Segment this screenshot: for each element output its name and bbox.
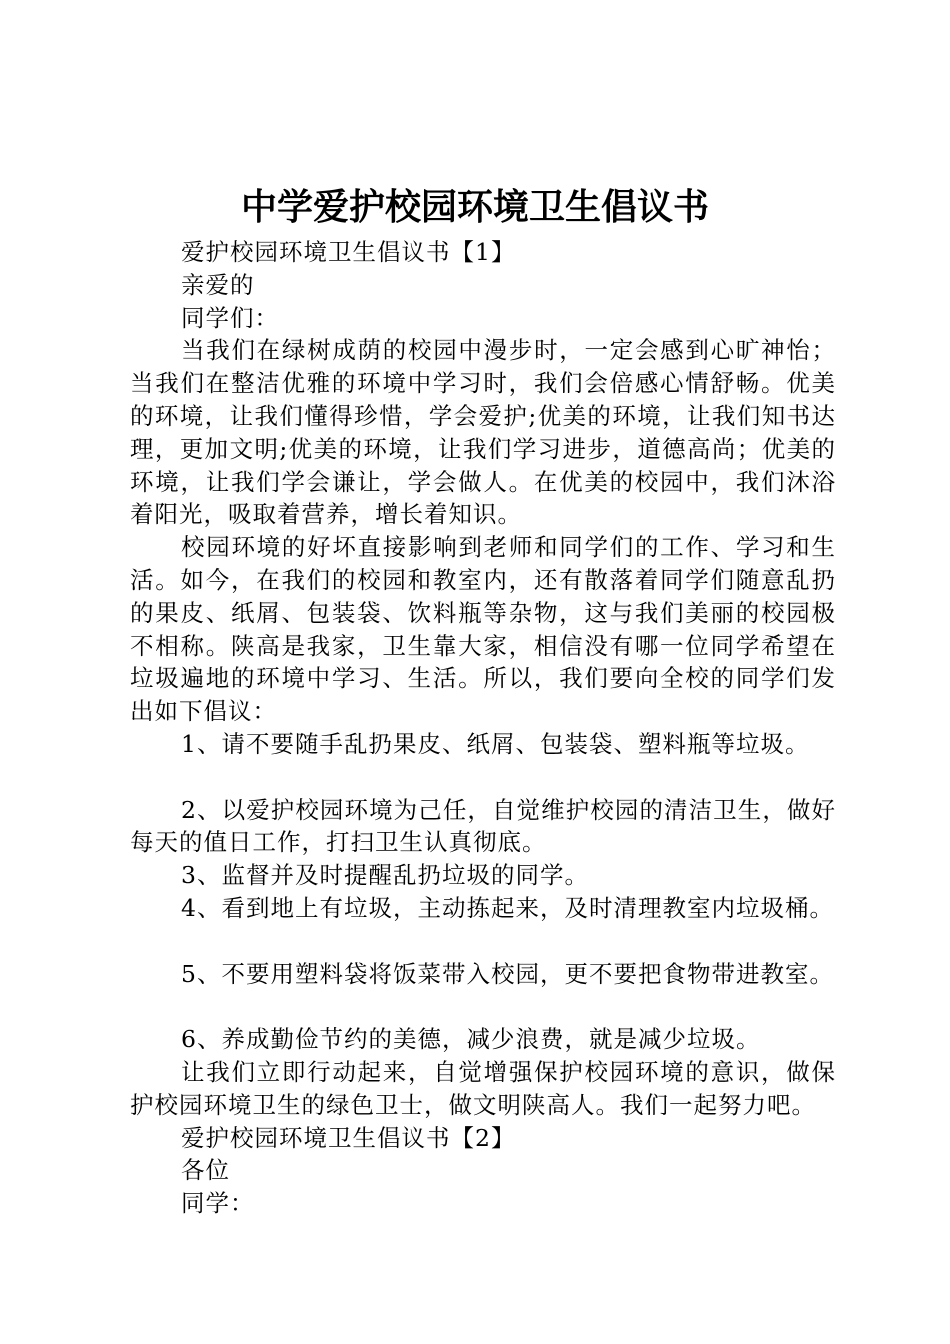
proposal-item-1: 1、请不要随手乱扔果皮、纸屑、包装袋、塑料瓶等垃圾。 [181,729,810,758]
salutation-line-1: 亲爱的 [181,270,255,299]
proposal-item-5: 5、不要用塑料袋将饭菜带入校园，更不要把食物带进教室。 [181,959,834,988]
salutation-line-2: 同学们： [181,303,279,332]
proposal-item-4: 4、看到地上有垃圾，主动拣起来，及时清理教室内垃圾桶。 [181,893,834,922]
paragraph-intro: 当我们在绿树成荫的校园中漫步时，一定会感到心旷神怡；当我们在整洁优雅的环境中学习时，我们会倍感心情舒畅。优美的环境，让我们懂得珍惜，学会爱护;优美的环境，让我们知书达理，更加文明;优美的环境，让我们学习进步，道德高尚；优美的环境，让我们学会谦让，学会做人。在优美的校园中，我们沐浴着阳光，吸取着营养，增长着知识。 [130,336,836,529]
paragraph-situation: 校园环境的好坏直接影响到老师和同学们的工作、学习和生活。如今，在我们的校园和教室内，还有散落着同学们随意乱扔的果皮、纸屑、包装袋、饮料瓶等杂物，这与我们美丽的校园极不相称。陕高是我家，卫生靠大家，相信没有哪一位同学希望在垃圾遍地的环境中学习、生活。所以，我们要向全校的同学们发出如下倡议： [130,533,836,726]
paragraph-closing: 让我们立即行动起来，自觉增强保护校园环境的意识，做保护校园环境卫生的绿色卫士，做文明陕高人。我们一起努力吧。 [130,1057,836,1119]
salutation-line-4: 同学： [181,1189,255,1218]
section-heading-1: 爱护校园环境卫生倡议书【1】 [181,238,516,266]
blank-line [130,925,836,958]
proposal-item-2: 2、以爱护校园环境为己任，自觉维护校园的清洁卫生，做好每天的值日工作，打扫卫生认真彻底。 [130,795,836,857]
salutation-line-3: 各位 [181,1156,230,1185]
proposal-item-6: 6、养成勤俭节约的美德，减少浪费，就是减少垃圾。 [181,1025,761,1054]
document-title: 中学爱护校园环境卫生倡议书 [240,187,709,228]
proposal-item-3: 3、监督并及时提醒乱扔垃圾的同学。 [181,861,589,890]
blank-line [130,761,836,794]
blank-line [130,990,836,1023]
document-body [130,236,836,1220]
section-heading-2: 爱护校园环境卫生倡议书【2】 [181,1123,516,1152]
